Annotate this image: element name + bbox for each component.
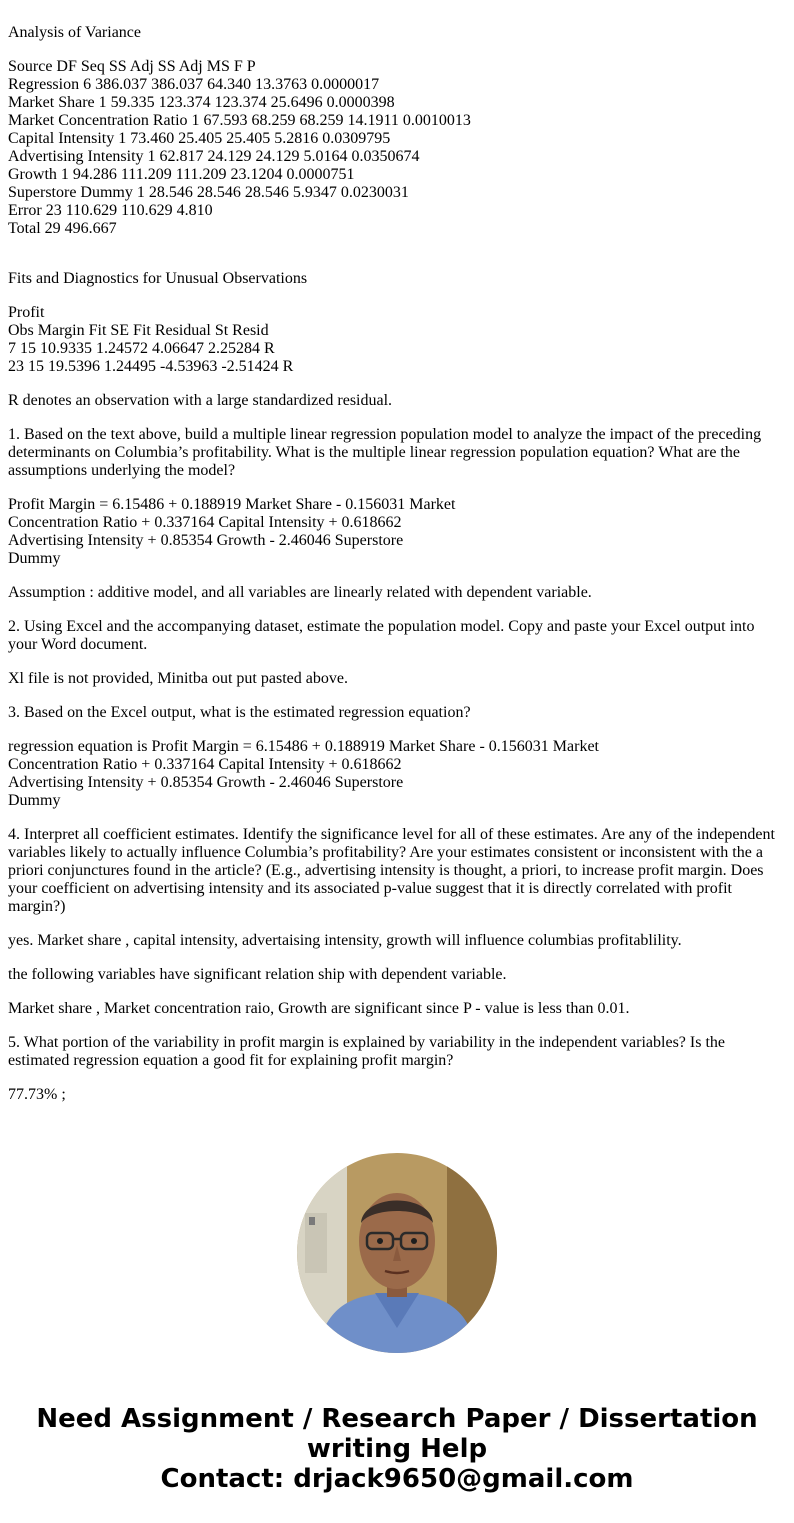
anova-row: Error 23 110.629 110.629 4.810 <box>8 202 213 219</box>
equation-line: Dummy <box>8 792 61 809</box>
anova-row: Advertising Intensity 1 62.817 24.129 24.129 5.0164 0.0350674 <box>8 148 420 165</box>
diagnostics-line: 7 15 10.9335 1.24572 4.06647 2.25284 R <box>8 340 275 357</box>
anova-row: Market Share 1 59.335 123.374 123.374 25.6496 0.0000398 <box>8 94 395 111</box>
anova-row: Market Concentration Ratio 1 67.593 68.259 68.259 14.1911 0.0010013 <box>8 112 471 129</box>
answer-1-assumption: Assumption : additive model, and all variables are linearly related with dependent variable. <box>8 584 592 601</box>
promo-banner <box>0 1404 794 1494</box>
anova-table <box>8 58 786 238</box>
author-avatar <box>297 1153 497 1353</box>
anova-header: Source DF Seq SS Adj SS Adj MS F P <box>8 58 256 75</box>
equation-line: Concentration Ratio + 0.337164 Capital Intensity + 0.618662 <box>8 514 402 531</box>
diagnostics-line: Profit <box>8 304 45 321</box>
answer-4-part-3: Market share , Market concentration raio, Growth are significant since P - value is less than 0.01. <box>8 1000 630 1017</box>
question-3: 3. Based on the Excel output, what is the estimated regression equation? <box>8 704 471 721</box>
anova-row: Total 29 496.667 <box>8 220 117 237</box>
equation-line: Dummy <box>8 550 61 567</box>
question-1: 1. Based on the text above, build a multiple linear regression population model to analyze the impact of the preceding determinants on Columbia’s profitability. What is the multiple linear regression population equation? What are the assumptions underlying the model? <box>8 426 762 479</box>
question-4: 4. Interpret all coefficient estimates. Identify the significance level for all of these estimates. Are any of the independent variables likely to actually influence Columbia’s profitability? Are your estimates consistent or inconsistent with the a priori conjunctures found in the article? (E.g., advertising intensity is thought, a priori, to increase profit margin. Does your coefficient on advertising intensity and its associated p-value suggest that it is directly correlated with profit margin?) <box>8 826 775 915</box>
answer-4-part-1: yes. Market share , capital intensity, advertaising intensity, growth will influence columbias profitablility. <box>8 932 682 949</box>
equation-line: Advertising Intensity + 0.85354 Growth - 2.46046 Superstore <box>8 774 404 791</box>
equation-line: Advertising Intensity + 0.85354 Growth - 2.46046 Superstore <box>8 532 404 549</box>
answer-5: 77.73% ; <box>8 1086 66 1103</box>
answer-3-equation <box>8 738 786 810</box>
diagnostics-line: Obs Margin Fit SE Fit Residual St Resid <box>8 322 269 339</box>
diagnostics-line: 23 15 19.5396 1.24495 -4.53963 -2.51424 R <box>8 358 294 375</box>
promo-contact: Contact: drjack9650@gmail.com <box>160 1464 634 1494</box>
anova-row: Capital Intensity 1 73.460 25.405 25.405 5.2816 0.0309795 <box>8 130 391 147</box>
portrait-image <box>297 1153 497 1353</box>
promo-line-2: writing Help <box>306 1434 488 1464</box>
anova-title: Analysis of Variance <box>8 24 141 41</box>
diagnostics-table <box>8 304 786 376</box>
promo-line-1: Need Assignment / Research Paper / Dissertation <box>36 1404 758 1434</box>
equation-line: regression equation is Profit Margin = 6.15486 + 0.188919 Market Share - 0.156031 Market <box>8 738 599 755</box>
question-5: 5. What portion of the variability in profit margin is explained by variability in the independent variables? Is the estimated regression equation a good fit for explaining profit margin? <box>8 1034 725 1069</box>
answer-4-part-2: the following variables have significant relation ship with dependent variable. <box>8 966 507 983</box>
anova-row: Superstore Dummy 1 28.546 28.546 28.546 5.9347 0.0230031 <box>8 184 409 201</box>
anova-row: Regression 6 386.037 386.037 64.340 13.3763 0.0000017 <box>8 76 380 93</box>
question-2: 2. Using Excel and the accompanying dataset, estimate the population model. Copy and paste your Excel output into your Word document. <box>8 618 755 653</box>
equation-line: Concentration Ratio + 0.337164 Capital Intensity + 0.618662 <box>8 756 402 773</box>
diagnostics-title: Fits and Diagnostics for Unusual Observations <box>8 270 308 287</box>
document-body <box>8 24 786 1120</box>
anova-row: Growth 1 94.286 111.209 111.209 23.1204 0.0000751 <box>8 166 355 183</box>
answer-2: Xl file is not provided, Minitba out put pasted above. <box>8 670 348 687</box>
equation-line: Profit Margin = 6.15486 + 0.188919 Market Share - 0.156031 Market <box>8 496 456 513</box>
answer-1-equation <box>8 496 786 568</box>
spacer <box>8 254 786 270</box>
diagnostics-note: R denotes an observation with a large standardized residual. <box>8 392 393 409</box>
